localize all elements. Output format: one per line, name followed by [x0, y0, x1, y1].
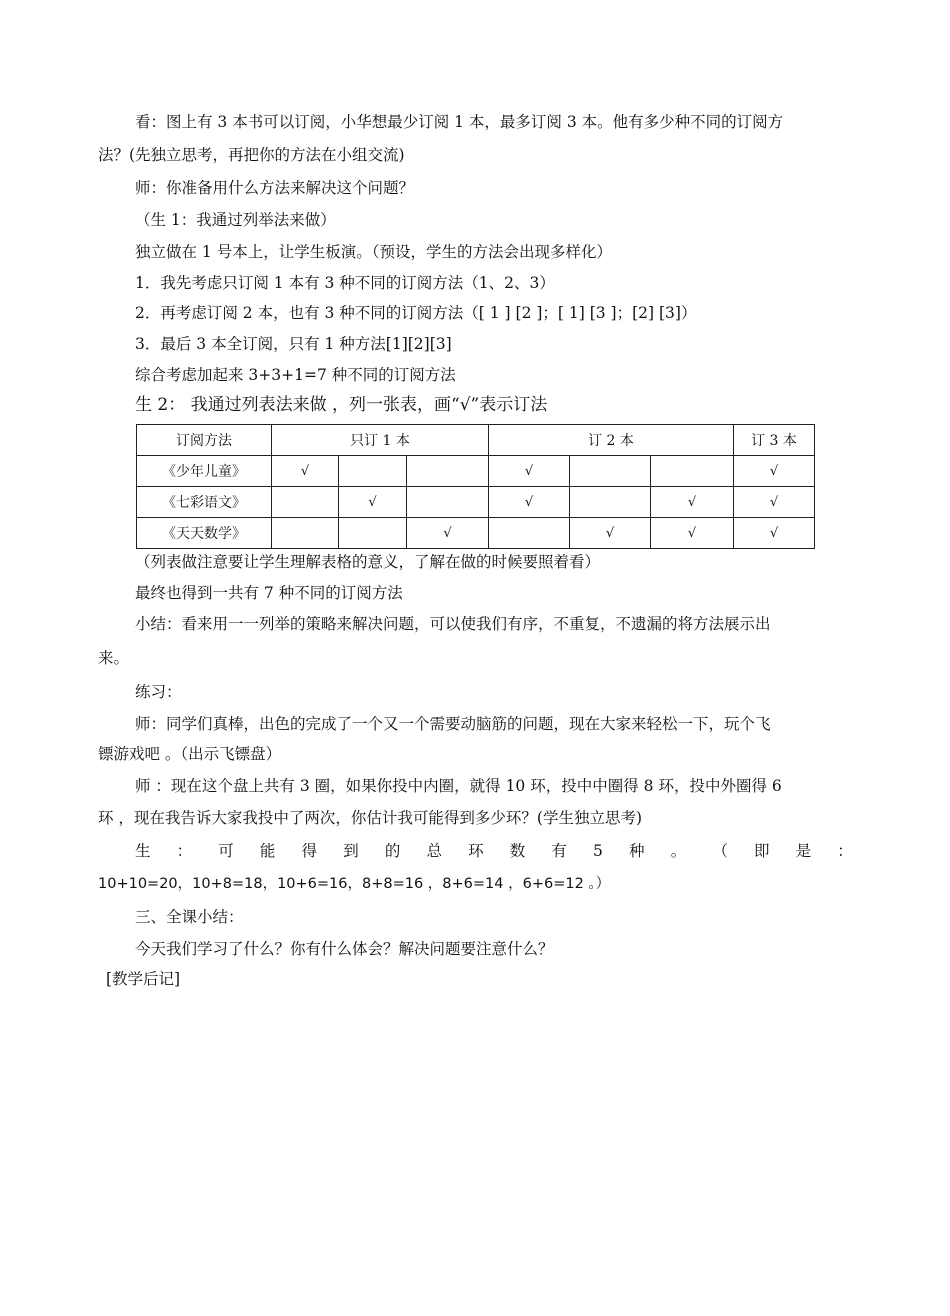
check-cell: √ [734, 456, 815, 487]
check-cell [339, 518, 407, 549]
paragraph-line: 师：同学们真棒，出色的完成了一个又一个需要动脑筋的问题，现在大家来轻松一下，玩个飞 [135, 715, 771, 733]
justified-char: 总 [426, 842, 442, 860]
justified-char: 即 [753, 842, 770, 860]
paragraph-line: 生 2： 我通过列表法来做 ，列一张表，画“√”表示订法 [135, 395, 548, 415]
paragraph-line: 1．我先考虑只订阅 1 本有 3 种不同的订阅方法（1、2、3） [135, 274, 555, 292]
justified-char: 是 [795, 842, 812, 860]
justified-char: 得 [301, 842, 318, 860]
paragraph-line: 小结：看来用一一列举的策略来解决问题，可以使我们有序，不重复，不遗漏的将方法展示出 [135, 615, 771, 633]
check-cell: √ [651, 487, 734, 518]
table-header-cell: 只订 1 本 [272, 425, 489, 456]
justified-char: 的 [384, 842, 401, 860]
check-cell: √ [651, 518, 734, 549]
paragraph-line: （列表做注意要让学生理解表格的意义，了解在做的时候要照着看） [135, 553, 601, 571]
justified-char: 可 [218, 842, 234, 860]
check-cell [570, 487, 651, 518]
subscription-table [136, 424, 815, 549]
paragraph-line: 练习： [135, 683, 182, 701]
check-cell: √ [272, 456, 339, 487]
check-cell: √ [407, 518, 489, 549]
paragraph-line: 10+10=20，10+8=18，10+6=16，8+8=16 ，8+6=14 ，6+6=12 。） [98, 876, 611, 892]
paragraph-line: 三、全课小结： [135, 908, 244, 926]
paragraph-line: 法？(先独立思考，再把你的方法在小组交流) [98, 146, 405, 164]
table-header-row [137, 425, 815, 456]
row-name-cell: 《天天数学》 [137, 518, 272, 549]
justified-char: 数 [509, 842, 526, 860]
check-cell: √ [734, 487, 815, 518]
check-cell [407, 456, 489, 487]
check-cell [651, 456, 734, 487]
paragraph-line: 2．再考虑订阅 2 本，也有 3 种不同的订阅方法（[ 1 ] [2 ]；[ 1] [3 ]；[2] [3]） [135, 304, 697, 322]
justified-char: ： [176, 842, 193, 860]
paragraph-line: 独立做在 1 号本上，让学生板演。（预设，学生的方法会出现多样化） [135, 243, 612, 261]
table-row [137, 518, 815, 549]
check-cell [489, 518, 570, 549]
paragraph-line: 最终也得到一共有 7 种不同的订阅方法 [135, 584, 403, 602]
row-name-cell: 《少年儿童》 [137, 456, 272, 487]
check-cell [272, 518, 339, 549]
justified-char: 能 [259, 842, 276, 860]
paragraph-line: [教学后记] [106, 970, 181, 988]
check-cell: √ [489, 487, 570, 518]
check-cell: √ [489, 456, 570, 487]
check-cell: √ [339, 487, 407, 518]
justified-char: 到 [343, 842, 359, 860]
paragraph-line: 来。 [98, 649, 130, 667]
justified-char: 种 [629, 842, 645, 860]
check-cell [570, 456, 651, 487]
table-header-cell: 订阅方法 [137, 425, 272, 456]
justified-char: 有 [551, 842, 567, 860]
paragraph-line: 镖游戏吧 。（出示飞镖盘） [98, 745, 282, 763]
paragraph-line: 环 ，现在我告诉大家我投中了两次，你估计我可能得到多少环？(学生独立思考) [98, 809, 643, 827]
justified-char: （ [712, 842, 728, 860]
justified-char: 环 [468, 842, 484, 860]
paragraph-line: 今天我们学习了什么？你有什么体会？解决问题要注意什么？ [135, 940, 554, 958]
paragraph-line: 师：你准备用什么方法来解决这个问题？ [135, 179, 415, 197]
check-cell [407, 487, 489, 518]
justified-char: 。 [670, 842, 687, 860]
justified-char: ： [837, 842, 853, 860]
paragraph-line: 看：图上有 3 本书可以订阅，小华想最少订阅 1 本，最多订阅 3 本。他有多少种不同的订阅方 [135, 113, 784, 131]
paragraph-line: （生 1：我通过列举法来做） [135, 211, 336, 229]
paragraph-line: 3．最后 3 本全订阅，只有 1 种方法[1][2][3] [135, 335, 452, 353]
table-header-cell: 订 3 本 [734, 425, 815, 456]
table-row [137, 456, 815, 487]
paragraph-line: 综合考虑加起来 3+3+1=7 种不同的订阅方法 [135, 366, 456, 384]
justified-line [135, 841, 853, 861]
check-cell: √ [734, 518, 815, 549]
justified-char: 5 [593, 842, 603, 860]
row-name-cell: 《七彩语文》 [137, 487, 272, 518]
check-cell [339, 456, 407, 487]
paragraph-line: 师 ：现在这个盘上共有 3 圈，如果你投中内圈，就得 10 环，投中中圈得 8 环，投中外圈得 6 [135, 777, 782, 795]
table-row [137, 487, 815, 518]
check-cell [272, 487, 339, 518]
check-cell: √ [570, 518, 651, 549]
justified-char: 生 [135, 842, 151, 860]
table-header-cell: 订 2 本 [489, 425, 734, 456]
